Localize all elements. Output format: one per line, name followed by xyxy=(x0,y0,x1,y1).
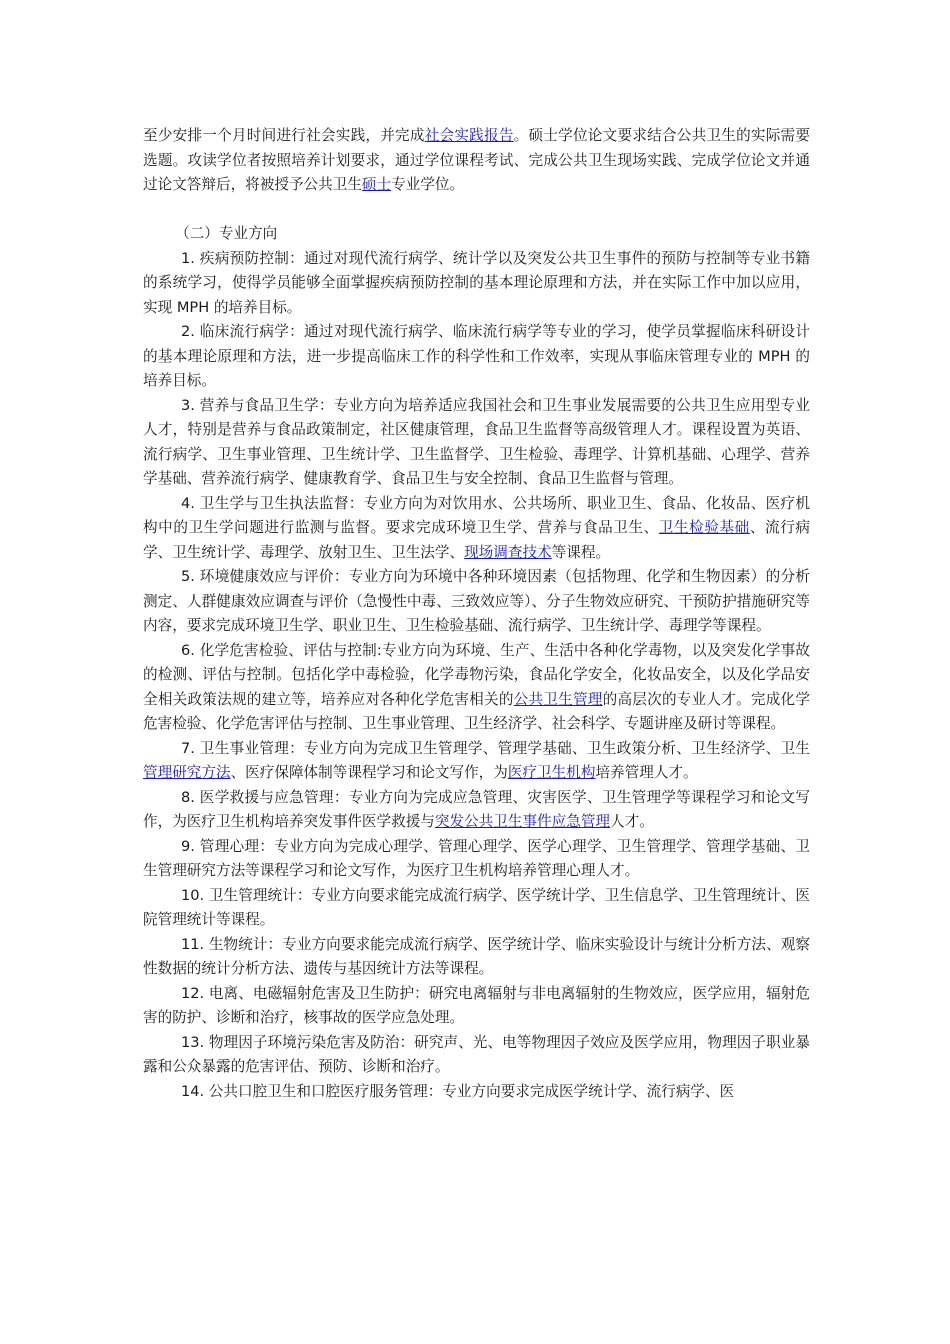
list-item-2 xyxy=(143,320,810,394)
link-health-inspection-basics[interactable]: 卫生检验基础 xyxy=(658,519,750,536)
list-item-4 xyxy=(143,492,810,566)
item-text: 3. 营养与食品卫生学：专业方向为培养适应我国社会和卫生事业发展需要的公共卫生应用型专业人才，特别是营养与食品政策制定，社区健康管理，食品卫生监督等高级管理人才。课程设置为英语、流行病学、卫生事业管理、卫生统计学、卫生监督学、卫生检验、毒理学、计算机基础、心理学、营养学基础、营养流行病学、健康教育学、食品卫生与安全控制、食品卫生监督与管理。 xyxy=(143,396,810,487)
intro-paragraph xyxy=(143,124,810,198)
list-item-10 xyxy=(143,884,810,933)
item-text: 1. 疾病预防控制：通过对现代流行病学、统计学以及突发公共卫生事件的预防与控制等专业书籍的系统学习，使得学员能够全面掌握疾病预防控制的基本理论原理和方法，并在实际工作中加以应用，实现 MPH 的培养目标。 xyxy=(143,249,810,316)
list-item-5 xyxy=(143,565,810,639)
link-social-practice-report[interactable]: 社会实践报告 xyxy=(424,127,514,144)
item-text: 10. 卫生管理统计：专业方向要求能完成流行病学、医学统计学、卫生信息学、卫生管理统计、医院管理统计等课程。 xyxy=(143,886,810,928)
list-item-11 xyxy=(143,933,810,982)
item-text: 12. 电离、电磁辐射危害及卫生防护：研究电离辐射与非电离辐射的生物效应，医学应用，辐射危害的防护、诊断和治疗，核事故的医学应急处理。 xyxy=(143,984,810,1026)
item-text: 13. 物理因子环境污染危害及防治：研究声、光、电等物理因子效应及医学应用，物理因子职业暴露和公众暴露的危害评估、预防、诊断和治疗。 xyxy=(143,1033,810,1075)
item-text: 人才。 xyxy=(610,813,654,830)
item-text: 7. 卫生事业管理：专业方向为完成卫生管理学、管理学基础、卫生政策分析、卫生经济学、卫生 xyxy=(180,739,810,757)
link-field-survey-techniques[interactable]: 现场调查技术 xyxy=(464,543,552,561)
item-text: 14. 公共口腔卫生和口腔医疗服务管理：专业方向要求完成医学统计学、流行病学、医 xyxy=(180,1082,735,1100)
item-text: 4. 卫生学与卫生执法监督：专业方向为对饮用水、公共场所、职业卫生、食品、化妆品、医疗机构中的卫生学问题进行监测与监督。要求完成环境卫生学、营养与食品卫生、 xyxy=(143,494,810,536)
list-item-13 xyxy=(143,1031,810,1080)
item-text: 、流行病学、卫生统计学、毒理学、放射卫生、卫生法学、 xyxy=(143,519,810,561)
item-text: 、医疗保障体制等课程学习和论文写作，为 xyxy=(230,764,508,781)
link-public-health-emergency-management[interactable]: 突发公共卫生事件应急管理 xyxy=(434,813,611,830)
document-body xyxy=(143,124,810,1104)
item-text: 6. 化学危害检验、评估与控制:专业方向为环境、生产、生活中各种化学毒物，以及突发化学事故的检测、评估与控制。包括化学中毒检验，化学毒物污染，食品化学安全，化妆品安全，以及化学品安全相关政策法规的建立等，培养应对各种化学危害相关的 xyxy=(143,641,810,708)
link-management-research-methods[interactable]: 管理研究方法 xyxy=(143,764,231,781)
item-text: 培养管理人才。 xyxy=(595,764,698,781)
intro-text: 。硕士学位论文要求结合公共卫生的实际需要选题。攻读学位者按照培养计划要求，通过学位课程考试、完成公共卫生现场实践、完成学位论文并通过论文答辩后，将被授予公共卫生 xyxy=(143,127,810,193)
item-text: 2. 临床流行病学：通过对现代流行病学、临床流行病学等专业的学习，使学员掌握临床科研设计的基本理论原理和方法，进一步提高临床工作的科学性和工作效率，实现从事临床管理专业的 MPH 的培养目标。 xyxy=(143,323,810,389)
list-item-3 xyxy=(143,394,810,492)
intro-text: 专业学位。 xyxy=(391,176,465,193)
list-item-6 xyxy=(143,639,810,737)
item-text: 11. 生物统计：专业方向要求能完成流行病学、医学统计学、临床实验设计与统计分析方法、观察性数据的统计分析方法、遗传与基因统计方法等课程。 xyxy=(143,935,810,977)
link-medical-institutions[interactable]: 医疗卫生机构 xyxy=(507,764,596,781)
list-item-12 xyxy=(143,982,810,1031)
link-public-health-management[interactable]: 公共卫生管理 xyxy=(513,690,603,708)
list-item-9 xyxy=(143,835,810,884)
section-title: （二）专业方向 xyxy=(175,225,278,242)
list-item-8 xyxy=(143,786,810,835)
list-item-7 xyxy=(143,737,810,786)
item-text: 等课程。 xyxy=(551,543,611,561)
intro-text: 至少安排一个月时间进行社会实践，并完成 xyxy=(143,127,425,144)
item-text: 的高层次的专业人才。完成化学危害检验、化学危害评估与控制、卫生事业管理、卫生经济学、社会科学、专题讲座及研讨等课程。 xyxy=(143,690,810,732)
item-text: 8. 医学救援与应急管理：专业方向为完成应急管理、灾害医学、卫生管理学等课程学习和论文写作，为医疗卫生机构培养突发事件医学救援与 xyxy=(143,788,810,830)
item-text: 5. 环境健康效应与评价：专业方向为环境中各种环境因素（包括物理、化学和生物因素）的分析测定、人群健康效应调查与评价（急慢性中毒、三致效应等）、分子生物效应研究、干预防护措施研究等内容，要求完成环境卫生学、职业卫生、卫生检验基础、流行病学、卫生统计学、毒理学等课程。 xyxy=(143,568,810,634)
item-text: 9. 管理心理：专业方向为完成心理学、管理心理学、医学心理学、卫生管理学、管理学基础、卫生管理研究方法等课程学习和论文写作，为医疗卫生机构培养管理心理人才。 xyxy=(143,837,810,879)
list-item-1 xyxy=(143,247,810,321)
link-master[interactable]: 硕士 xyxy=(361,176,392,193)
list-item-14 xyxy=(143,1080,810,1105)
